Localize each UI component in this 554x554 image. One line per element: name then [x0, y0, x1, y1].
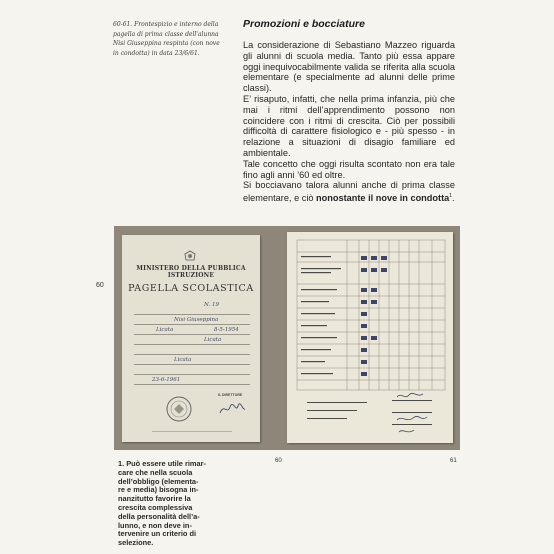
figure-caption — [113, 20, 233, 58]
signature — [218, 401, 246, 417]
seal-icon — [165, 395, 193, 423]
handwritten-entry: 23-6-1961 — [152, 377, 181, 383]
caption-line: Nisi Giuseppina respinta (con nove — [113, 40, 220, 47]
section-title: Promozioni e bocciature — [243, 18, 365, 30]
bold-phrase: nonostante il nove in condotta — [316, 193, 450, 204]
footnote-ref: 1 — [449, 193, 453, 200]
footnote-line: 1. Può essere utile rimar- — [118, 459, 206, 468]
report-card-grades — [287, 232, 453, 443]
caption-line: pagella di prima classe dell'alunna — [113, 30, 219, 38]
handwritten-entry: 8-5-1954 — [214, 327, 239, 333]
handwritten-entry: Nisi Giuseppina — [174, 317, 219, 323]
caption-line: in condotta) in data 23/6/61. — [113, 49, 200, 57]
emblem-icon — [183, 250, 197, 262]
footnote — [118, 460, 238, 548]
handwritten-entry: Licata — [174, 357, 192, 363]
paragraph: E’ risaputo, infatti, che nella prima infanzia, più che mai i ritmi dell’apprendimento possono non coincidere con i ritmi di crescita. Ciò per possibili difficoltà di carattere fisiologico e - più spesso - in relazione a situazioni di disagio familiare ed ambientale. — [243, 93, 455, 158]
printer-line — [152, 431, 232, 432]
paragraph-end: . — [452, 193, 455, 204]
footnote-line: dell’obbligo (elementa- — [118, 476, 199, 486]
footnote-line: della personalità dell’a- — [118, 511, 200, 521]
footnote-line: tervenire un criterio di — [118, 529, 197, 539]
director-label: IL DIRETTORE — [218, 393, 243, 397]
paragraph: Tale concetto che oggi risulta scontato non era tale fino agli anni ’60 ed oltre. — [243, 158, 455, 180]
caption-line: 60-61. Frontespizio e interno della — [113, 21, 219, 28]
form-lines — [134, 302, 250, 385]
footnote-line: nanzitutto favorire la — [118, 494, 191, 504]
grades-table — [287, 232, 453, 443]
handwritten-entry: Licata — [204, 337, 222, 343]
body-text — [243, 40, 455, 204]
margin-page-number: 60 — [96, 282, 104, 289]
footnote-line: care che nella scuola — [118, 467, 193, 477]
footnote-line: crescita complessiva — [118, 502, 193, 512]
paragraph: La considerazione di Sebastiano Mazzeo riguarda gli alunni di scuola media. Tanto più essa appare oggi inequivocabilmente valida se riferita alla scuola elementare (e specialmente ad alunni delle prime classi). — [243, 40, 455, 94]
footnote-line: re e media) bisogna in- — [118, 485, 199, 495]
photo-page-number-right: 61 — [450, 458, 457, 464]
card-number: N. 19 — [204, 302, 219, 308]
paragraph — [243, 180, 455, 204]
footnote-line: lunno, e non deve in- — [118, 520, 192, 530]
footnote-line: selezione. — [118, 538, 154, 548]
handwritten-entry: Licata — [156, 327, 174, 333]
report-card-cover — [122, 235, 260, 442]
paragraph-text: Si bocciavano talora alunni anche di prima classe elementare, e ciò — [243, 180, 455, 204]
ministry-heading: MINISTERO DELLA PUBBLICA ISTRUZIONE — [136, 265, 246, 279]
report-card-title: PAGELLA SCOLASTICA — [128, 283, 254, 294]
photo-page-number-left: 60 — [275, 458, 282, 464]
